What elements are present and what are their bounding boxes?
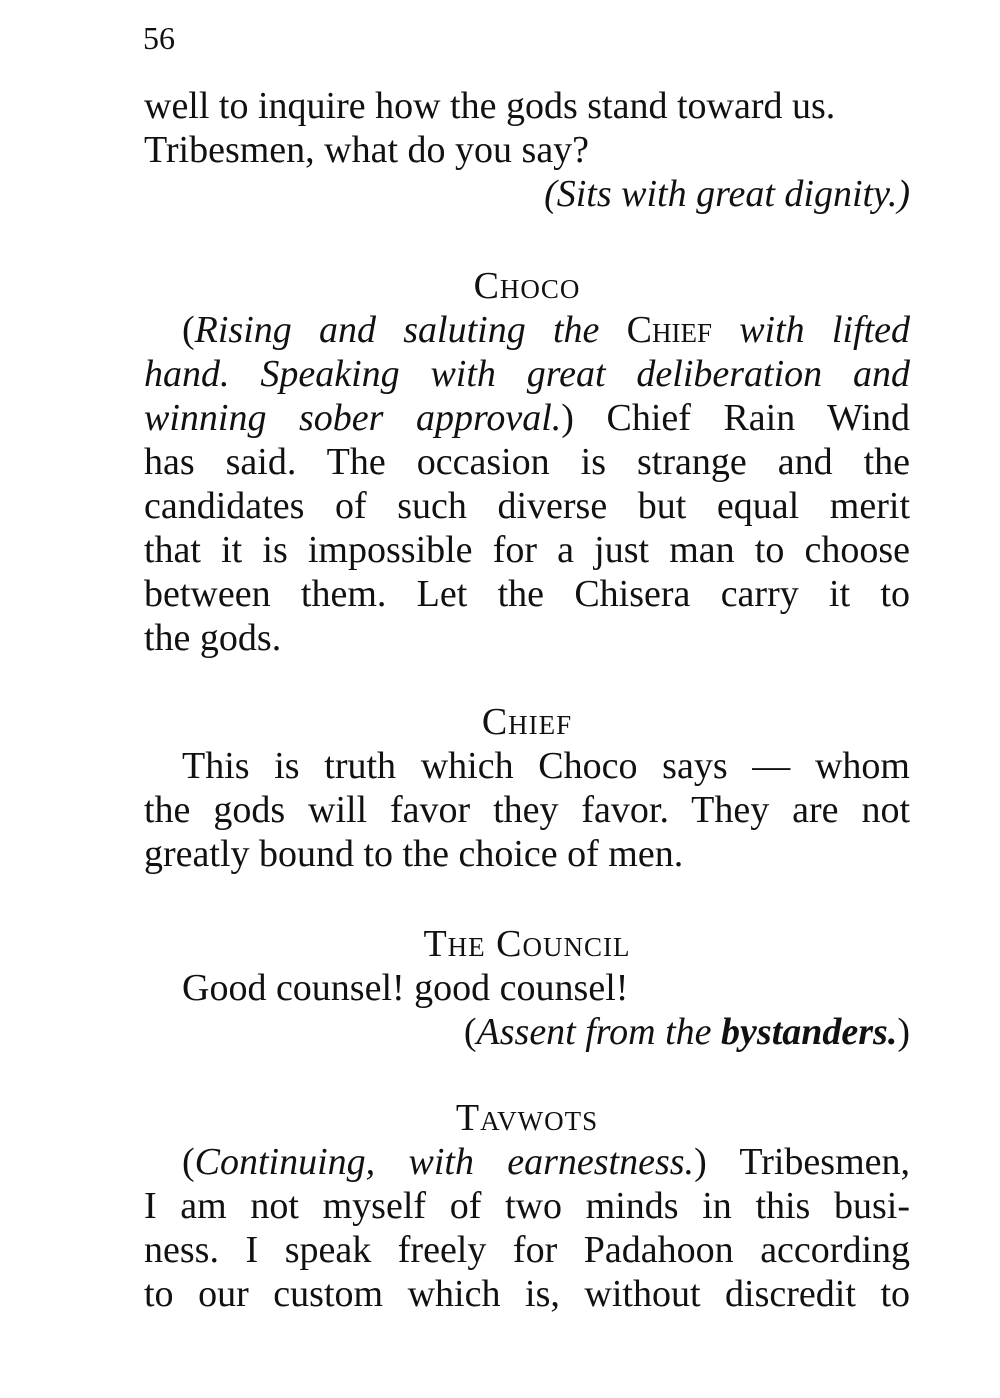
chief-line-3: greatly bound to the choice of men.: [144, 833, 684, 875]
choco-speech: [144, 264, 910, 660]
chief-line-2: the gods will favor they favor. They are not: [144, 789, 910, 831]
paren-open: (: [182, 309, 195, 351]
tavwots-line-2: I am not myself of two minds in this busi-: [144, 1185, 910, 1227]
tavwots-line-3: ness. I speak freely for Padahoon according: [144, 1229, 910, 1271]
page-number: 56: [143, 20, 175, 56]
choco-line-2: hand. Speaking with great deliberation and: [144, 353, 910, 395]
stage-direction-part: Rising and saluting the: [194, 309, 627, 351]
paren-open: (: [182, 1141, 195, 1183]
council-speech: [144, 922, 910, 1054]
paren-close: ): [694, 1141, 707, 1183]
council-line-1: Good counsel! good counsel!: [182, 967, 629, 1009]
chief-speech: [144, 700, 910, 876]
speech-text: Tribesmen,: [706, 1141, 911, 1183]
character-name-chief: Chief: [626, 309, 712, 351]
speaker-chief: Chief: [481, 701, 573, 743]
paren-close: ): [561, 397, 574, 439]
speech-text: Chief Rain Wind: [573, 397, 910, 439]
opening-line-1: well to inquire how the gods stand toward us.: [144, 85, 836, 127]
paren-close: ): [897, 1011, 910, 1053]
choco-line-7: between them. Let the Chisera carry it to: [144, 573, 910, 615]
choco-line-4: has said. The occasion is strange and the: [144, 441, 910, 483]
tavwots-speech: [144, 1096, 910, 1316]
choco-line-6: that it is impossible for a just man to choose: [144, 529, 910, 571]
stage-direction-part: winning sober approval.: [144, 397, 562, 439]
choco-line-8: the gods.: [144, 617, 282, 659]
tavwots-line-4: to our custom which is, without discredit to: [144, 1273, 910, 1315]
speaker-choco: Choco: [473, 265, 581, 307]
opening-line-2: Tribesmen, what do you say?: [144, 129, 590, 171]
stage-direction-assent: [144, 1010, 910, 1054]
speaker-the-council: The Council: [423, 923, 631, 965]
stage-direction-part: Continuing, with earnestness.: [194, 1141, 695, 1183]
stage-direction-part: Assent from the: [476, 1011, 722, 1053]
paren-open: (: [463, 1011, 477, 1053]
stage-direction-sits: (Sits with great dignity.): [544, 173, 910, 215]
choco-line-1: [144, 308, 910, 352]
opening-passage: [144, 84, 910, 216]
chief-line-1: This is truth which Choco says — whom: [182, 745, 910, 787]
choco-line-5: candidates of such diverse but equal merit: [144, 485, 910, 527]
stage-direction-part: bystanders.: [721, 1011, 898, 1053]
tavwots-line-1: [144, 1140, 910, 1184]
stage-direction-part: with lifted: [711, 309, 911, 351]
speaker-tavwots: Tavwots: [455, 1097, 599, 1139]
choco-line-3: [144, 396, 910, 440]
